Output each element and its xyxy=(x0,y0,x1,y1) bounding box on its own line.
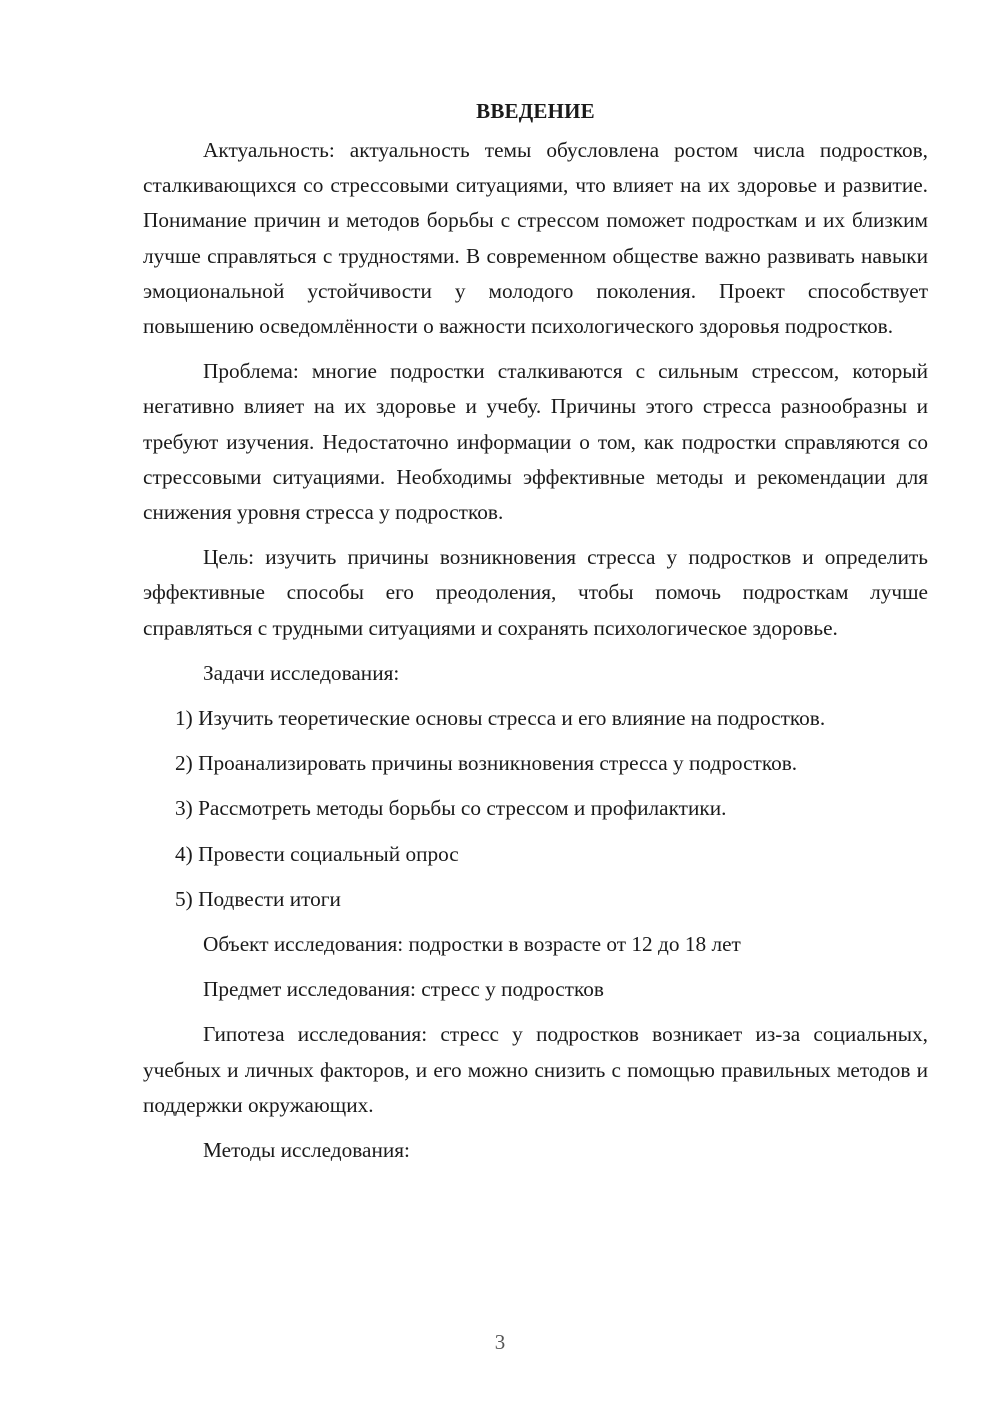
tasks-list xyxy=(143,701,928,917)
relevance-paragraph: Актуальность: актуальность темы обусловлена ростом числа подростков, сталкивающихся со стрессовыми ситуациями, что влияет на их здоровье и развитие. Понимание причин и методов борьбы с стрессом поможет подросткам и их близким лучше справляться с трудностями. В современном обществе важно развивать навыки эмоциональной устойчивости у молодого поколения. Проект способствует повышению осведомлённости о важности психологического здоровья подростков. xyxy=(143,138,928,339)
list-item: 5) Подвести итоги xyxy=(175,886,341,911)
goal-paragraph: Цель: изучить причины возникновения стресса у подростков и определить эффективные способы его преодоления, чтобы помочь подросткам лучше справляться с трудными ситуациями и сохранять психологическое здоровье. xyxy=(143,545,928,640)
problem-paragraph: Проблема: многие подростки сталкиваются с сильным стрессом, который негативно влияет на их здоровье и учебу. Причины этого стресса разнообразны и требуют изучения. Недостаточно информации о том, как подростки справляются со стрессовыми ситуациями. Необходимы эффективные методы и рекомендации для снижения уровня стресса у подростков. xyxy=(143,359,928,525)
list-item: 3) Рассмотреть методы борьбы со стрессом и профилактики. xyxy=(175,796,727,821)
page-title: ВВЕДЕНИЕ xyxy=(476,99,595,123)
list-item: 2) Проанализировать причины возникновения стресса у подростков. xyxy=(175,751,798,776)
methods-heading: Методы исследования: xyxy=(203,1138,410,1163)
hypothesis-paragraph: Гипотеза исследования: стресс у подростков возникает из-за социальных, учебных и личных факторов, и его можно снизить с помощью правильных методов и поддержки окружающих. xyxy=(143,1022,928,1117)
list-item: 4) Провести социальный опрос xyxy=(175,841,459,866)
object-paragraph: Объект исследования: подростки в возрасте от 12 до 18 лет xyxy=(203,932,741,957)
list-item: 1) Изучить теоретические основы стресса и его влияние на подростков. xyxy=(175,706,826,731)
page-content xyxy=(143,94,928,1178)
tasks-heading: Задачи исследования: xyxy=(203,660,400,685)
subject-paragraph: Предмет исследования: стресс у подростков xyxy=(203,977,604,1002)
page-number: 3 xyxy=(494,1330,506,1354)
